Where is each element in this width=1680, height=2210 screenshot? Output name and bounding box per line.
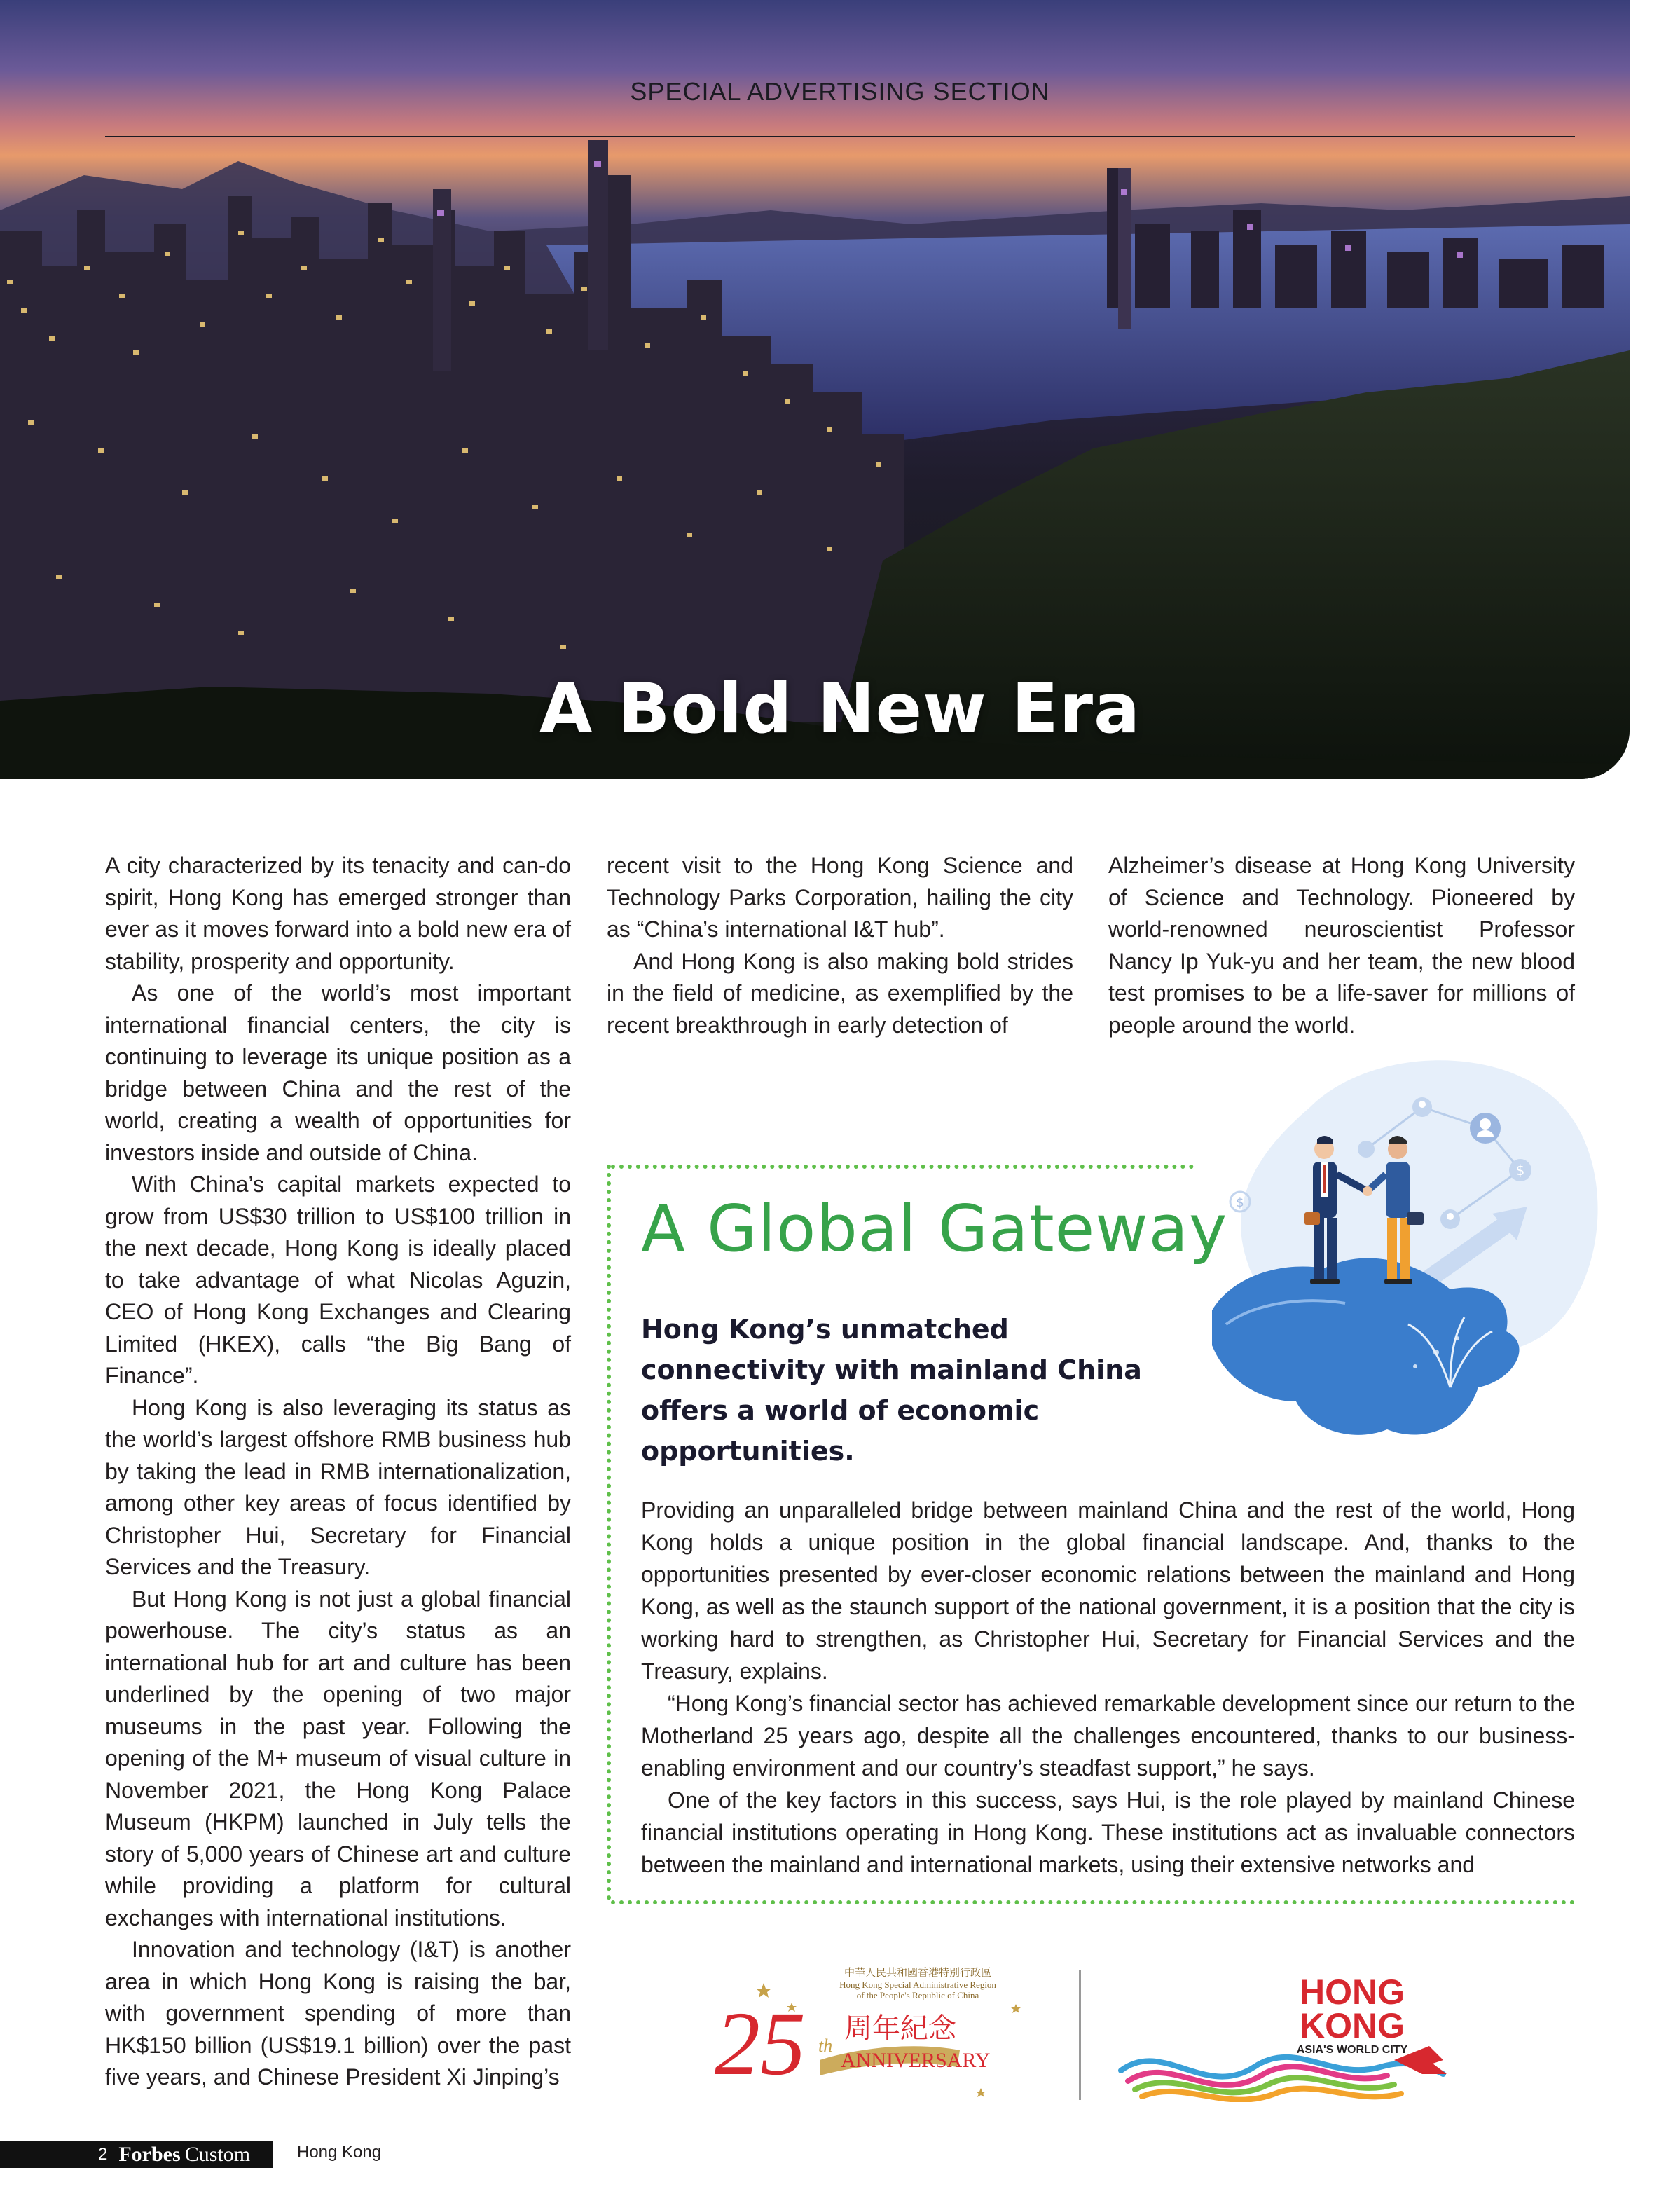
anniversary-word: ANNIVERSARY (841, 2049, 991, 2072)
gateway-subtitle: Hong Kong’s unmatched connectivity with mainland China offers a world of economic opportunities. (641, 1314, 1142, 1467)
brand-suffix: Custom (184, 2143, 251, 2166)
dotted-border-left (607, 1165, 611, 1900)
paragraph: “Hong Kong’s financial sector has achieved remarkable development since our return to the Motherland 25 years ago, despite all the challenges encountered, thanks to our business-enabling environment and our country’s steadfast support,” he says. (641, 1691, 1575, 1780)
brand-kong: KONG (1300, 2006, 1405, 2045)
paragraph: Providing an unparalleled bridge between mainland China and the rest of the world, Hong Kong holds a unique position in the global financial landscape. And, thanks to the opportunities presented by ever-closer economic relations between the mainland and Hong Kong, as well as the staunch support of the national government, it is a position that the city is working hard to strengthen, as Christopher Hui, Secretary for Financial Services and the Treasury, explains. (641, 1497, 1575, 1684)
paragraph: A city characterized by its tenacity and can-do spirit, Hong Kong has emerged stronger than ever as it moves forward into a bold new era of stability, prosperity and opportunity. (105, 853, 571, 974)
hksar-25th-anniversary-logo (715, 1962, 1065, 2102)
paragraph: With China’s capital markets expected to grow from US$30 trillion to US$100 trillion in the next decade, Hong Kong is ideally placed to take advantage of what Nicolas Aguzin, CEO of Hong Kong Exchanges and Clearing Limited (HKEX), calls “the Big Bang of Finance”. (105, 1172, 571, 1388)
user-icon (1440, 1209, 1460, 1229)
anniversary-number: 25 (715, 1993, 806, 2094)
anniversary-line2: Hong Kong Special Administrative Region (839, 1979, 996, 1990)
gateway-body (641, 1494, 1575, 1881)
svg-text:$: $ (1236, 1195, 1244, 1210)
brand-tagline: ASIA'S WORLD CITY (1296, 2044, 1408, 2056)
dragon-ribbon-icon (1121, 2057, 1443, 2100)
paragraph: Innovation and technology (I&T) is another area in which Hong Kong is raising the bar, with government spending of more than HK$150 billion (US$19.1 billion) over the past five years, and Chinese President Xi Jinping’s (105, 1937, 571, 2089)
brand-name: Forbes (118, 2143, 181, 2166)
logo-divider (1079, 1970, 1081, 2100)
user-icon (1358, 1141, 1375, 1158)
dollar-icon (1509, 1159, 1531, 1181)
article-column-3 (1108, 850, 1575, 1041)
footer-bar (0, 2141, 273, 2168)
hong-kong-skyline-illustration (0, 0, 1630, 779)
paragraph: One of the key factors in this success, says Hui, is the role played by mainland Chinese financial institutions operating in Hong Kong. These institutions act as invaluable connectors between the mainland and international markets, using their extensive networks and (641, 1787, 1575, 1877)
hero-title: A Bold New Era (539, 669, 1141, 749)
anniversary-suffix: th (818, 2036, 833, 2056)
header-rule (105, 136, 1575, 137)
svg-text:$: $ (1515, 1162, 1525, 1179)
gateway-title: A Global Gateway (641, 1191, 1228, 1266)
paragraph: As one of the world’s most important international financial centers, the city is continuing to leverage its unique position as a bridge between China and the rest of the world, creating a wealth of opportunities for investors inside and outside of China. (105, 980, 571, 1165)
paragraph: Hong Kong is also leveraging its status as the world’s largest offshore RMB business hub by taking the lead in RMB internationalization, among other key areas of focus identified by Christopher Hui, Secretary for Financial Services and the Treasury. (105, 1394, 571, 1579)
brand-hong: HONG (1300, 1972, 1405, 2012)
article-column-2 (607, 850, 1073, 1041)
user-icon (1470, 1113, 1501, 1144)
user-icon (1412, 1097, 1432, 1117)
article-column-1 (105, 850, 571, 2094)
paragraph: But Hong Kong is not just a global financial powerhouse. The city’s status as an international hub for art and culture has been underlined by the opening of two major museums in the past year. Following the opening of the M+ museum of visual culture in November 2021, the Hong Kong Palace Museum (HKPM) launched in July tells the story of 5,000 years of Chinese art and culture while providing a platform for cultural exchanges with international institutions. (105, 1586, 571, 1930)
section-label: SPECIAL ADVERTISING SECTION (630, 77, 1050, 106)
paragraph: Alzheimer’s disease at Hong Kong University of Science and Technology. Pioneered by world-renowned neuroscientist Professor Nancy Ip Yuk-yu and her team, the new blood test promises to be a life-saver for millions of people around the world. (1108, 853, 1575, 1038)
anniversary-chinese: 周年紀念 (844, 2012, 956, 2045)
dotted-border-top (611, 1165, 1194, 1169)
brand-hong-kong-logo (1114, 1962, 1464, 2102)
hero-image (0, 0, 1630, 779)
page-number: 2 (98, 2145, 108, 2164)
dotted-border-bottom (611, 1900, 1575, 1904)
paragraph: recent visit to the Hong Kong Science and Technology Parks Corporation, hailing the city as “China’s international I&T hub”. (607, 853, 1073, 942)
paragraph: And Hong Kong is also making bold strides in the field of medicine, as exemplified by the recent breakthrough in early detection of (607, 948, 1073, 1038)
anniversary-line3: of the People's Republic of China (856, 1990, 979, 2000)
anniversary-line1: 中華人民共和國香港特別行政區 (844, 1968, 992, 1979)
footer-section-label: Hong Kong (297, 2143, 382, 2162)
